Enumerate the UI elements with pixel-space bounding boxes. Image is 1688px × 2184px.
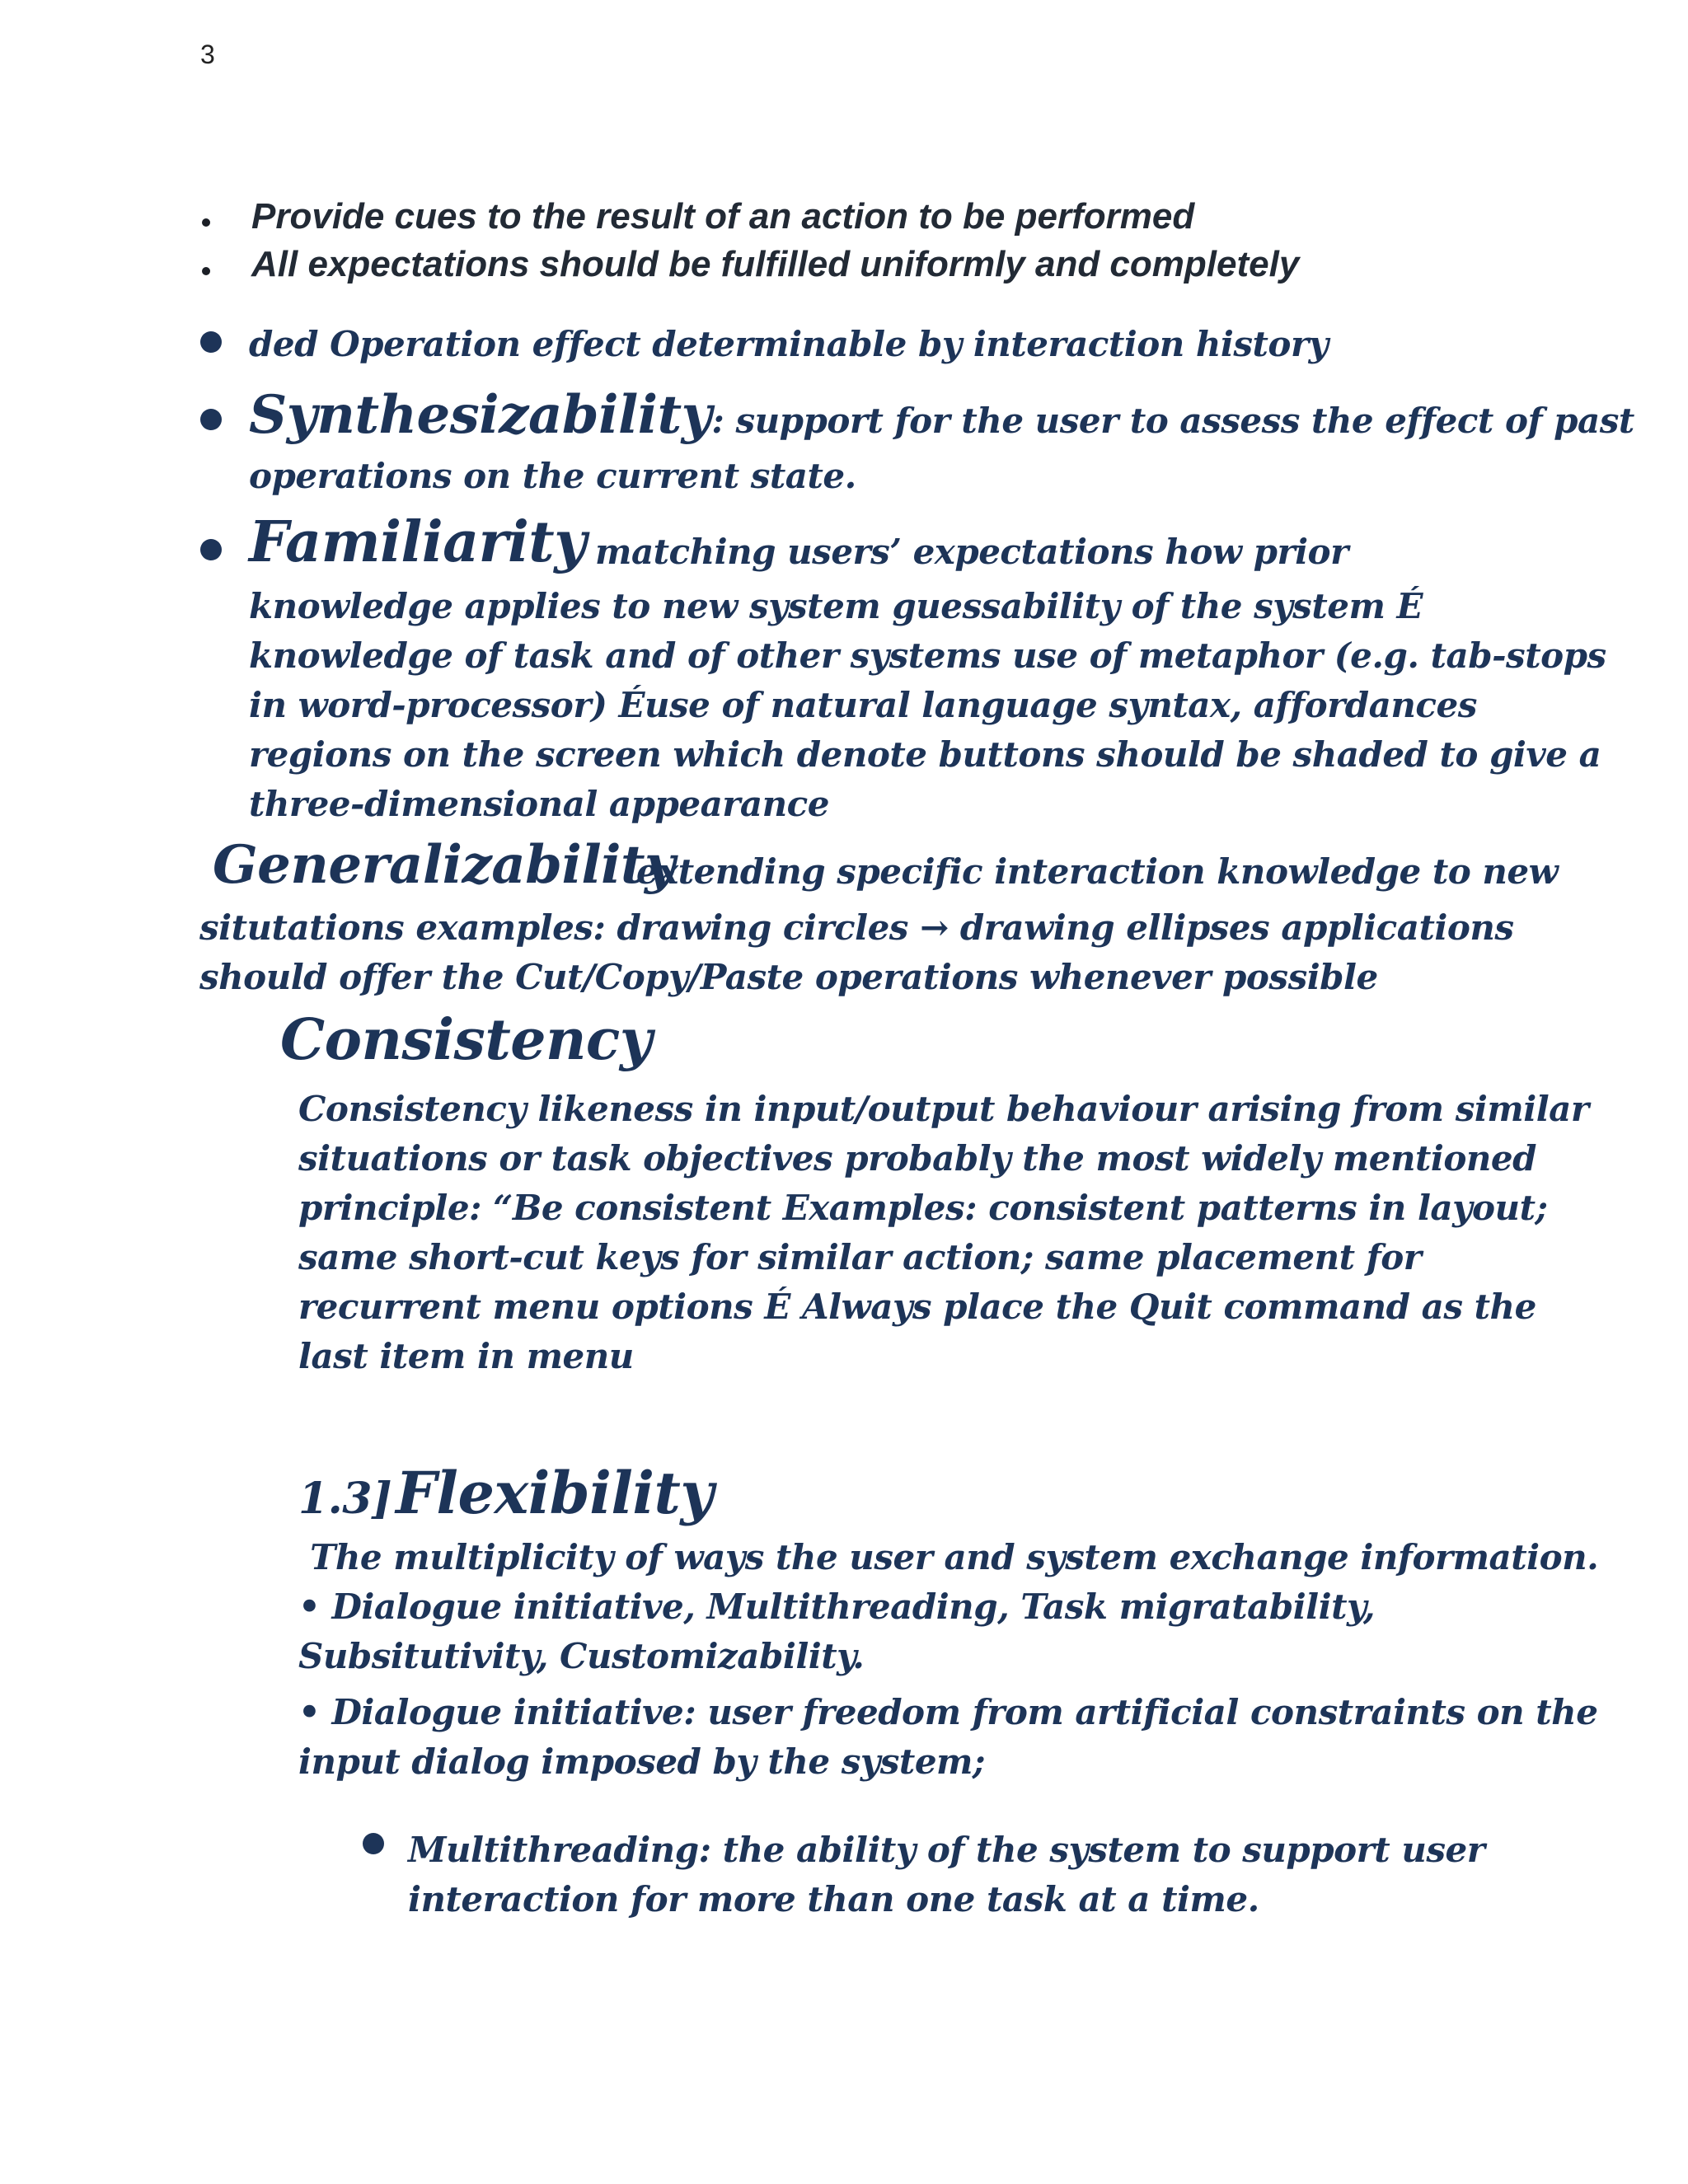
flexibility-text: • Dialogue initiative, Multithreading, Task migratability, xyxy=(298,1586,1375,1627)
synthesizability-title: Synthesizability xyxy=(249,384,712,446)
bullet-icon xyxy=(202,218,210,227)
bullet-icon xyxy=(200,539,222,560)
flexibility-text: input dialog imposed by the system; xyxy=(298,1741,985,1782)
multithreading-text: Multithreading: the ability of the system to support user xyxy=(408,1830,1485,1870)
synthesizability-text: operations on the current state. xyxy=(249,456,856,496)
page-number: 3 xyxy=(200,40,215,69)
bullet-text: Provide cues to the result of an action to be performed xyxy=(251,196,1195,237)
familiarity-text: three-dimensional appearance xyxy=(249,784,829,824)
familiarity-text: regions on the screen which denote buttons should be shaded to give a xyxy=(249,734,1601,775)
generalizability-text: should offer the Cut/Copy/Paste operations whenever possible xyxy=(199,957,1378,997)
bullet-text: All expectations should be fulfilled uniformly and completely xyxy=(251,244,1300,284)
section-number: 1.3] xyxy=(298,1474,392,1524)
consistency-title: Consistency xyxy=(280,1007,652,1073)
consistency-text: last item in menu xyxy=(298,1336,634,1376)
flexibility-text: The multiplicity of ways the user and system exchange information. xyxy=(298,1537,1599,1577)
generalizability-title: Generalizability xyxy=(213,834,675,896)
familiarity-text: knowledge applies to new system guessability of the system É xyxy=(249,586,1423,626)
bullet-icon xyxy=(200,331,222,353)
flexibility-heading xyxy=(298,1459,714,1527)
consistency-text: principle: “Be consistent Examples: consistent patterns in layout; xyxy=(298,1188,1548,1228)
consistency-text: recurrent menu options É Always place the Quit command as the xyxy=(298,1286,1536,1327)
familiarity-title: Familiarity xyxy=(249,509,587,575)
synthesizability-text: : support for the user to assess the effect of past xyxy=(711,401,1634,441)
flexibility-title: Flexibility xyxy=(396,1459,714,1527)
familiarity-text: knowledge of task and of other systems use of metaphor (e.g. tab-stops xyxy=(249,635,1606,676)
multithreading-text: interaction for more than one task at a time. xyxy=(408,1879,1259,1919)
consistency-text: Consistency likeness in input/output behaviour arising from similar xyxy=(298,1089,1589,1129)
bullet-icon xyxy=(200,409,222,430)
synthesizability-heading xyxy=(249,384,1634,446)
ded-text: ded Operation effect determinable by interaction history xyxy=(249,324,1329,364)
generalizability-text: situtations examples: drawing circles → drawing ellipses applications xyxy=(199,907,1514,948)
consistency-text: situations or task objectives probably the most widely mentioned xyxy=(298,1138,1537,1179)
bullet-icon xyxy=(202,267,210,275)
consistency-text: same short-cut keys for similar action; same placement for xyxy=(298,1237,1422,1277)
flexibility-text: • Dialogue initiative: user freedom from artificial constraints on the xyxy=(298,1692,1598,1732)
familiarity-text: in word-processor) Éuse of natural language syntax, affordances xyxy=(249,685,1477,725)
flexibility-text: Subsitutivity, Customizability. xyxy=(298,1636,865,1676)
generalizability-text: extending specific interaction knowledge to new xyxy=(636,851,1559,892)
familiarity-text: matching users’ expectations how prior xyxy=(595,532,1348,572)
bullet-icon xyxy=(363,1833,384,1854)
